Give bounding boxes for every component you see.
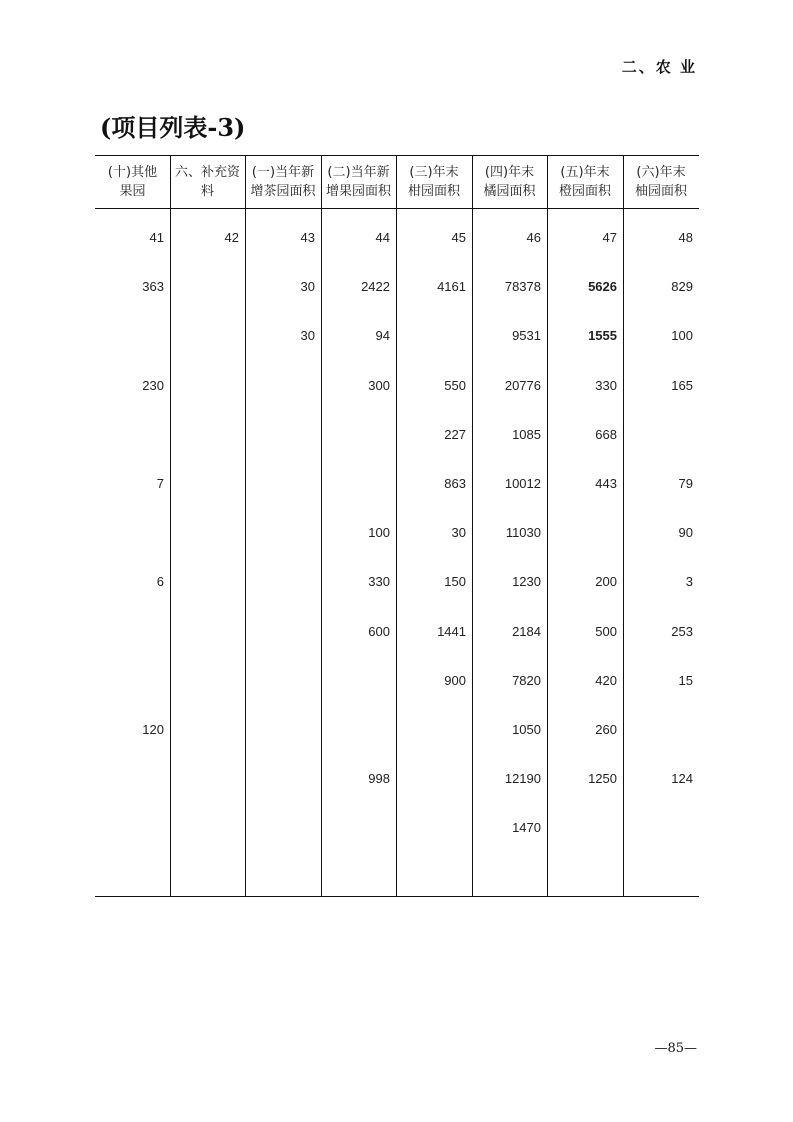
table-cell: 79 — [678, 476, 693, 491]
column-header-line: 柚园面积 — [634, 184, 687, 199]
column-header-line: (六)年末 — [636, 165, 686, 180]
table-cell: 30 — [300, 328, 315, 343]
column-header-line: (三)年末 — [409, 165, 459, 180]
table-cell: 550 — [444, 378, 466, 393]
table-cell: 260 — [595, 722, 617, 737]
table-cell: 46 — [526, 230, 541, 245]
table-cell: 1050 — [512, 722, 541, 737]
column-header-line: (五)年末 — [560, 165, 610, 180]
table-cell: 47 — [602, 230, 617, 245]
table-cell: 45 — [451, 230, 466, 245]
column-header-line: (一)当年新 — [251, 165, 315, 180]
column-header — [95, 163, 170, 201]
table-cell: 100 — [368, 525, 390, 540]
page-number: —85— — [654, 1041, 697, 1056]
column-header-line: 增果园面积 — [325, 184, 391, 199]
table-cell: 829 — [671, 279, 693, 294]
column-header-line: (四)年末 — [484, 165, 535, 180]
table-cell: 94 — [375, 328, 390, 343]
table-cell: 100 — [671, 328, 693, 343]
column-header-line: 橙园面积 — [558, 184, 611, 199]
section-header: 二、农 业 — [621, 58, 697, 76]
table-cell: 41 — [149, 230, 164, 245]
column-header-line: 柑园面积 — [407, 184, 460, 199]
table-cell: 1470 — [512, 820, 541, 835]
column-header-line: 果园 — [119, 184, 146, 199]
data-table — [95, 155, 699, 897]
table-cell: 1441 — [437, 624, 466, 639]
table-cell: 165 — [671, 378, 693, 393]
table-cell: 48 — [678, 230, 693, 245]
column-header-line: 料 — [200, 184, 214, 199]
table-cell: 6 — [156, 574, 164, 589]
table-cell: 668 — [595, 427, 617, 442]
table-cell: 2184 — [512, 624, 541, 639]
table-cell: 9531 — [512, 328, 541, 343]
table-cell: 4161 — [437, 279, 466, 294]
column-divider — [245, 156, 246, 896]
column-header — [472, 163, 547, 201]
table-cell: 253 — [671, 624, 693, 639]
table-cell: 120 — [142, 722, 164, 737]
table-cell: 330 — [368, 574, 390, 589]
table-cell: 7820 — [512, 673, 541, 688]
table-cell: 1250 — [588, 771, 617, 786]
table-cell: 443 — [595, 476, 617, 491]
table-cell: 20776 — [504, 378, 541, 393]
column-header — [547, 163, 623, 201]
column-header — [321, 163, 396, 201]
table-cell: 150 — [444, 574, 466, 589]
table-cell: 10012 — [504, 476, 541, 491]
table-cell: 15 — [678, 673, 693, 688]
table-cell: 1555 — [588, 328, 617, 343]
table-cell: 998 — [368, 771, 390, 786]
table-cell: 124 — [671, 771, 693, 786]
table-cell: 43 — [300, 230, 315, 245]
table-cell: 227 — [444, 427, 466, 442]
column-header — [623, 163, 699, 201]
table-cell: 42 — [224, 230, 239, 245]
table-cell: 200 — [595, 574, 617, 589]
column-header-line: 六、补充资 — [174, 165, 240, 180]
column-header — [170, 163, 245, 201]
column-header-line: (十)其他 — [107, 165, 158, 180]
table-cell: 420 — [595, 673, 617, 688]
table-cell: 30 — [451, 525, 466, 540]
column-header-line: (二)当年新 — [327, 165, 390, 180]
table-title: (项目列表-3) — [100, 113, 246, 142]
table-cell: 1230 — [512, 574, 541, 589]
table-cell: 5626 — [588, 279, 617, 294]
table-cell: 300 — [368, 378, 390, 393]
table-cell: 11030 — [505, 525, 541, 540]
column-header-line: 橘园面积 — [483, 184, 536, 199]
table-cell: 90 — [678, 525, 693, 540]
table-cell: 1085 — [512, 427, 541, 442]
table-cell: 500 — [595, 624, 617, 639]
table-cell: 12190 — [504, 771, 541, 786]
table-cell: 330 — [595, 378, 617, 393]
table-cell: 600 — [368, 624, 390, 639]
table-cell: 3 — [685, 574, 693, 589]
table-cell: 363 — [142, 279, 164, 294]
column-header — [396, 163, 472, 201]
column-header-line: 增茶园面积 — [250, 184, 316, 199]
table-cell: 78378 — [504, 279, 541, 294]
table-cell: 7 — [156, 476, 164, 491]
header-rule — [95, 208, 699, 209]
table-cell: 900 — [444, 673, 466, 688]
table-cell: 2422 — [361, 279, 390, 294]
table-cell: 863 — [444, 476, 466, 491]
table-cell: 230 — [142, 378, 164, 393]
column-header — [245, 163, 321, 201]
table-cell: 44 — [375, 230, 390, 245]
column-divider — [170, 156, 171, 896]
table-cell: 30 — [300, 279, 315, 294]
